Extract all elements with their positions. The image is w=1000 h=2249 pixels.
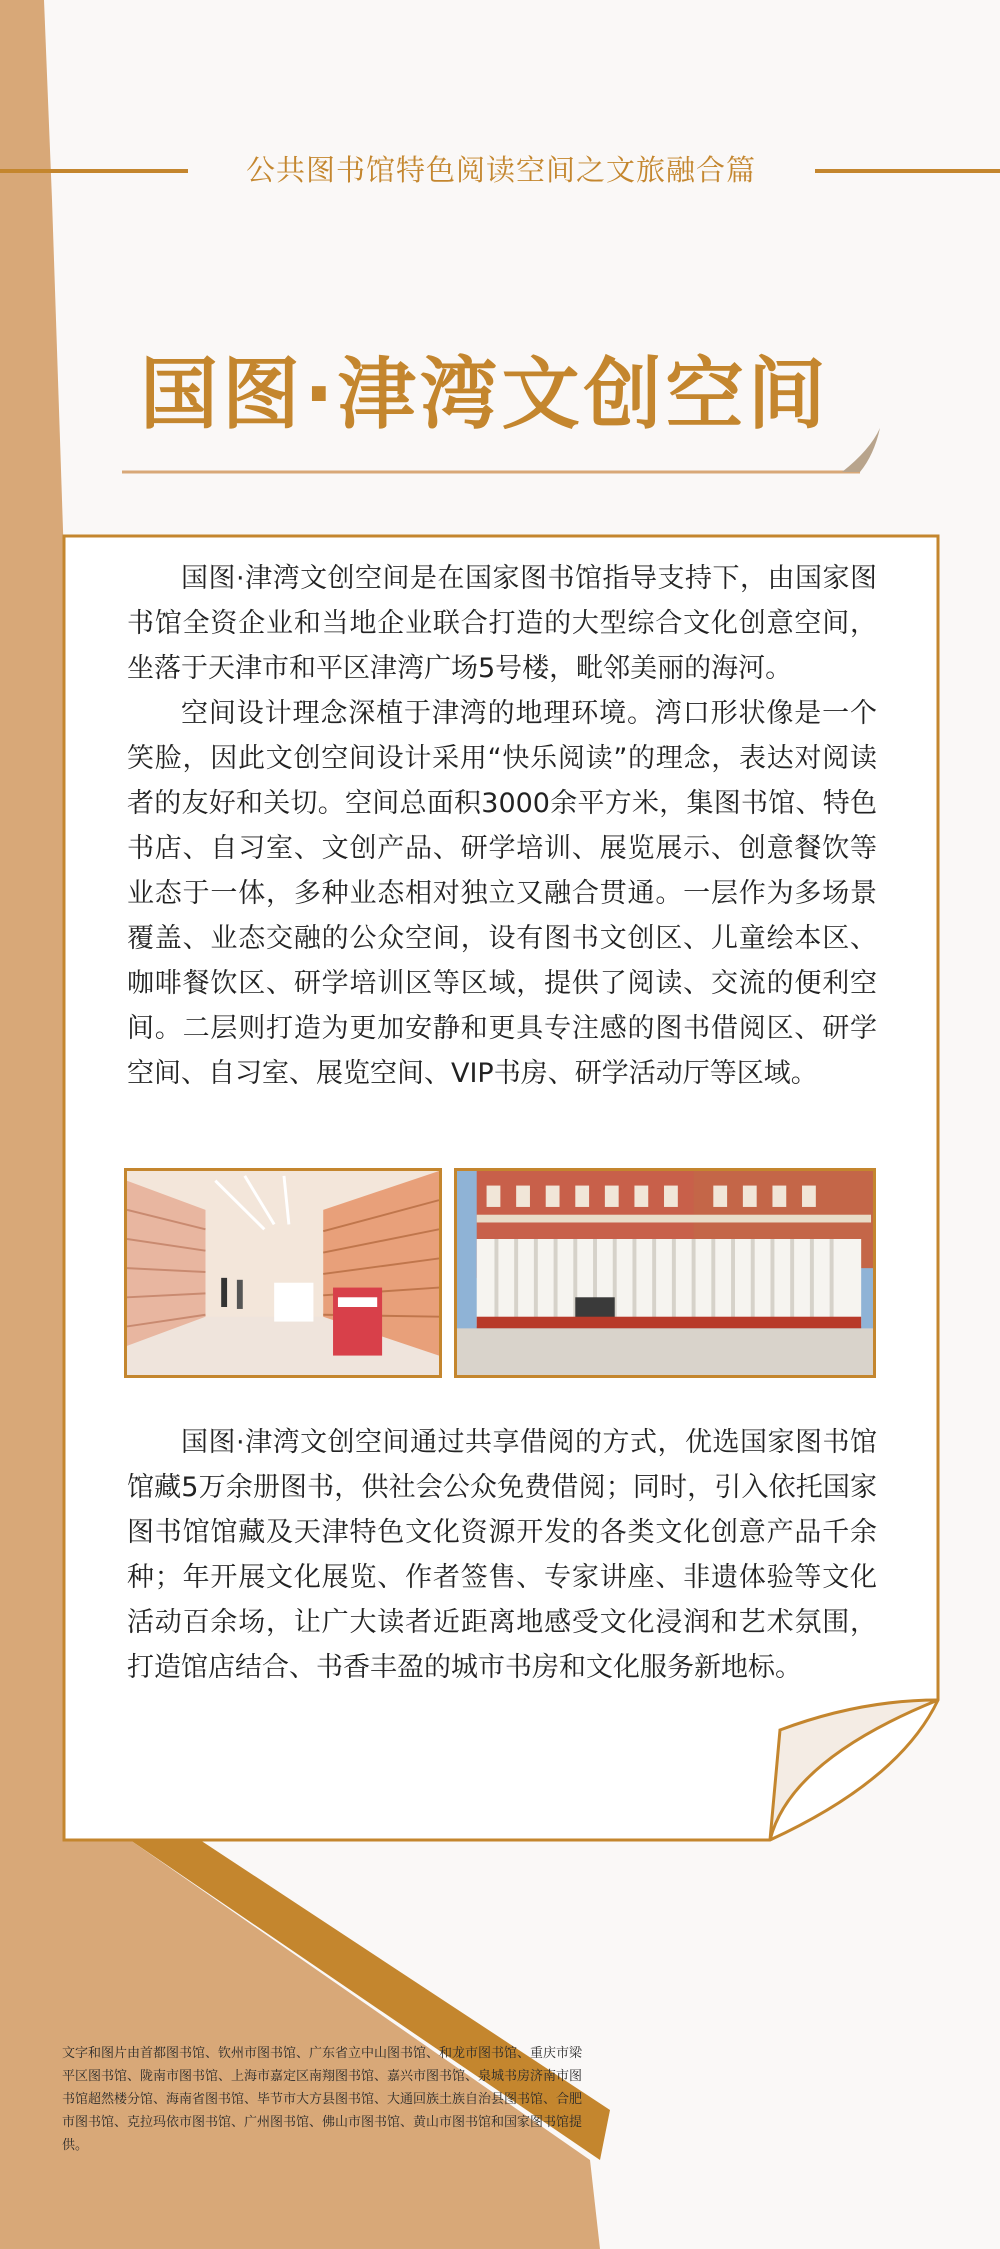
left-tan-strip xyxy=(0,0,64,1840)
interior-photo xyxy=(124,1168,442,1378)
article-body-2 xyxy=(127,1420,877,1690)
paragraph-2: 空间设计理念深植于津湾的地理环境。湾口形状像是一个笑脸，因此文创空间设计采用“快乐阅读”的理念，表达对阅读者的友好和关切。空间总面积3000余平方米，集图书馆、特色书店、自习室、文创产品、研学培训、展览展示、创意餐饮等业态于一体，多种业态相对独立又融合贯通。一层作为多场景覆盖、业态交融的公众空间，设有图书文创区、儿童绘本区、咖啡餐饮区、研学培训区等区域，提供了阅读、交流的便利空间。二层则打造为更加安静和更具专注感的图书借阅区、研学空间、自习室、展览空间、VIP书房、研学活动厅等区域。 xyxy=(127,698,877,1089)
exterior-photo xyxy=(454,1168,876,1378)
credits-text: 文字和图片由首都图书馆、钦州市图书馆、广东省立中山图书馆、和龙市图书馆、重庆市梁平区图书馆、陇南市图书馆、上海市嘉定区南翔图书馆、嘉兴市图书馆、泉城书房济南市图书馆超然楼分馆、海南省图书馆、毕节市大方县图书馆、大通回族土族自治县图书馆、合肥市图书馆、克拉玛依市图书馆、广州图书馆、佛山市图书馆、黄山市图书馆和国家图书馆提供。 xyxy=(62,2046,583,2153)
photo-row xyxy=(124,1168,876,1382)
paragraph-3: 国图·津湾文创空间通过共享借阅的方式，优选国家图书馆馆藏5万余册图书，供社会公众免费借阅；同时，引入依托国家图书馆馆藏及天津特色文化资源开发的各类文化创意产品千余种；年开展文化展览、作者签售、专家讲座、非遗体验等文化活动百余场，让广大读者近距离地感受文化浸润和艺术氛围，打造馆店结合、书香丰盈的城市书房和文化服务新地标。 xyxy=(127,1427,877,1683)
page-title: 国图·津湾文创空间 xyxy=(140,350,830,440)
paragraph-1: 国图·津湾文创空间是在国家图书馆指导支持下，由国家图书馆全资企业和当地企业联合打造的大型综合文化创意空间，坐落于天津市和平区津湾广场5号楼，毗邻美丽的海河。 xyxy=(127,563,877,684)
header-rule-right xyxy=(815,169,1000,173)
article-body xyxy=(127,556,877,1096)
series-title: 公共图书馆特色阅读空间之文旅融合篇 xyxy=(245,153,756,187)
header-rule-left xyxy=(0,169,188,173)
title-underline-curl xyxy=(842,428,880,472)
series-header xyxy=(0,148,1000,192)
